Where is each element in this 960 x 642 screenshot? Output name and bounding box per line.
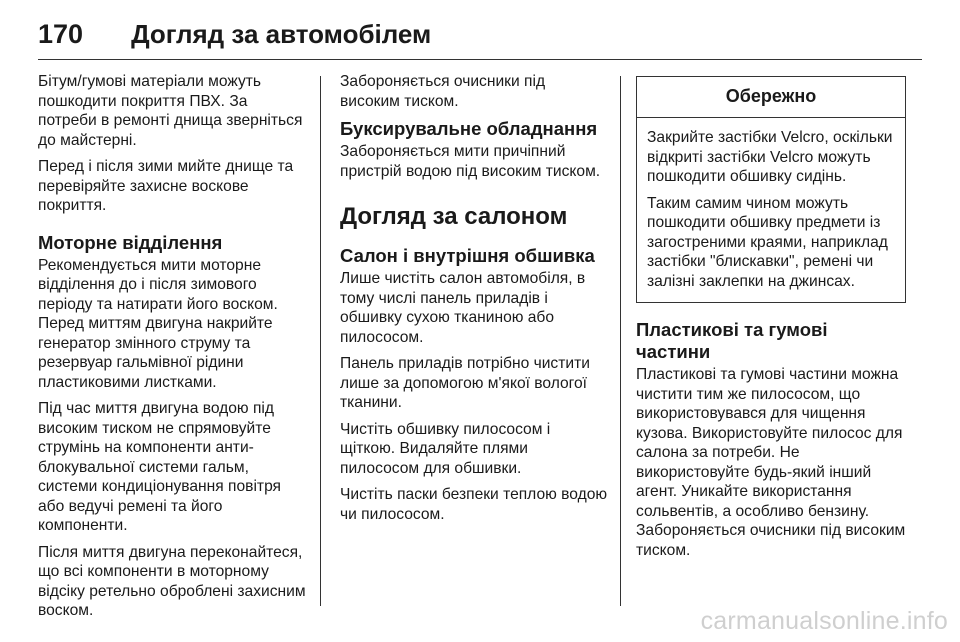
- paragraph: Таким самим чином можуть пошкодити обшивку предмети із загостреними краями, наприклад застібки "блискавки", ремені чи залізні заклепки на джинсах.: [647, 194, 888, 290]
- paragraph: Бітум/гумові матеріали можуть пошкодити покриття ПВХ. За потреби в ремонті днища зверніться до майстерні.: [38, 73, 303, 149]
- paragraph: Забороняється мити причіпний пристрій водою під високим тиском.: [340, 143, 601, 180]
- page-header: [38, 14, 431, 54]
- column-divider: [320, 76, 321, 606]
- caution-body: [637, 118, 905, 302]
- paragraph: Панель приладів потрібно чистити лише за допомогою м'якої вологої тканини.: [340, 355, 590, 411]
- caution-box: [636, 76, 906, 303]
- watermark: carmanualsonline.info: [700, 607, 948, 635]
- page-number: 170: [38, 18, 84, 49]
- paragraph: Лише чистіть салон автомобіля, в тому числі панель приладів і обшивку сухою тканиною або пилососом.: [340, 270, 586, 346]
- section-heading-plastic: Пластикові та гумові частини: [636, 319, 828, 362]
- paragraph: Після миття двигуна переконайтеся, що всі компоненти в моторному відсіку ретельно оброблені захисним воском.: [38, 543, 306, 619]
- paragraph: Закрийте застібки Velcro, оскільки відкриті застібки Velcro можуть пошкодити обшивку сидінь.: [647, 129, 893, 185]
- paragraph: Перед і після зими мийте днище та перевіряйте захисне воскове покриття.: [38, 158, 294, 214]
- paragraph: Забороняється очисники під високим тиском.: [340, 73, 546, 110]
- page-title: Догляд за автомобілем: [131, 18, 432, 49]
- paragraph: Чистіть паски безпеки теплою водою чи пилососом.: [340, 486, 608, 523]
- section-heading-engine: Моторне відділення: [38, 231, 223, 253]
- caution-title: Обережно: [637, 77, 905, 118]
- column-right: [636, 72, 906, 567]
- paragraph: Рекомендується мити моторне відділення до і після зимового періоду та натирати його воском. Перед миттям двигуна накрийте генератор змінного струму та резервуар гальмівної рідини пластиковими листками.: [38, 256, 278, 391]
- paragraph: Чистіть обшивку пилососом і щіткою. Видаляйте плями пилососом для обшивки.: [340, 420, 551, 477]
- column-middle: [340, 72, 608, 531]
- chapter-heading-interior: Догляд за салоном: [340, 203, 568, 230]
- paragraph: Пластикові та гумові частини можна чистити тим же пилососом, що використовувався для чищення кузова. Використовуйте пилосос для салона за потреби. Не використовуйте будь-який інший агент. Уникайте використання сольвентів, а особливо бензину. Забороняється очисники під високим тиском.: [636, 366, 906, 559]
- section-heading-towing: Буксирувальне обладнання: [340, 118, 598, 139]
- column-divider: [620, 76, 621, 606]
- paragraph: Під час миття двигуна водою під високим тиском не спрямовуйте струмінь на компоненти анти-блокувальної системи гальм, системи кондиціонування повітря або ведучі ремені та його компоненти.: [38, 400, 282, 534]
- column-left: [38, 72, 310, 628]
- header-divider: [38, 59, 922, 60]
- section-heading-salon: Салон і внутрішня обшивка: [340, 245, 595, 266]
